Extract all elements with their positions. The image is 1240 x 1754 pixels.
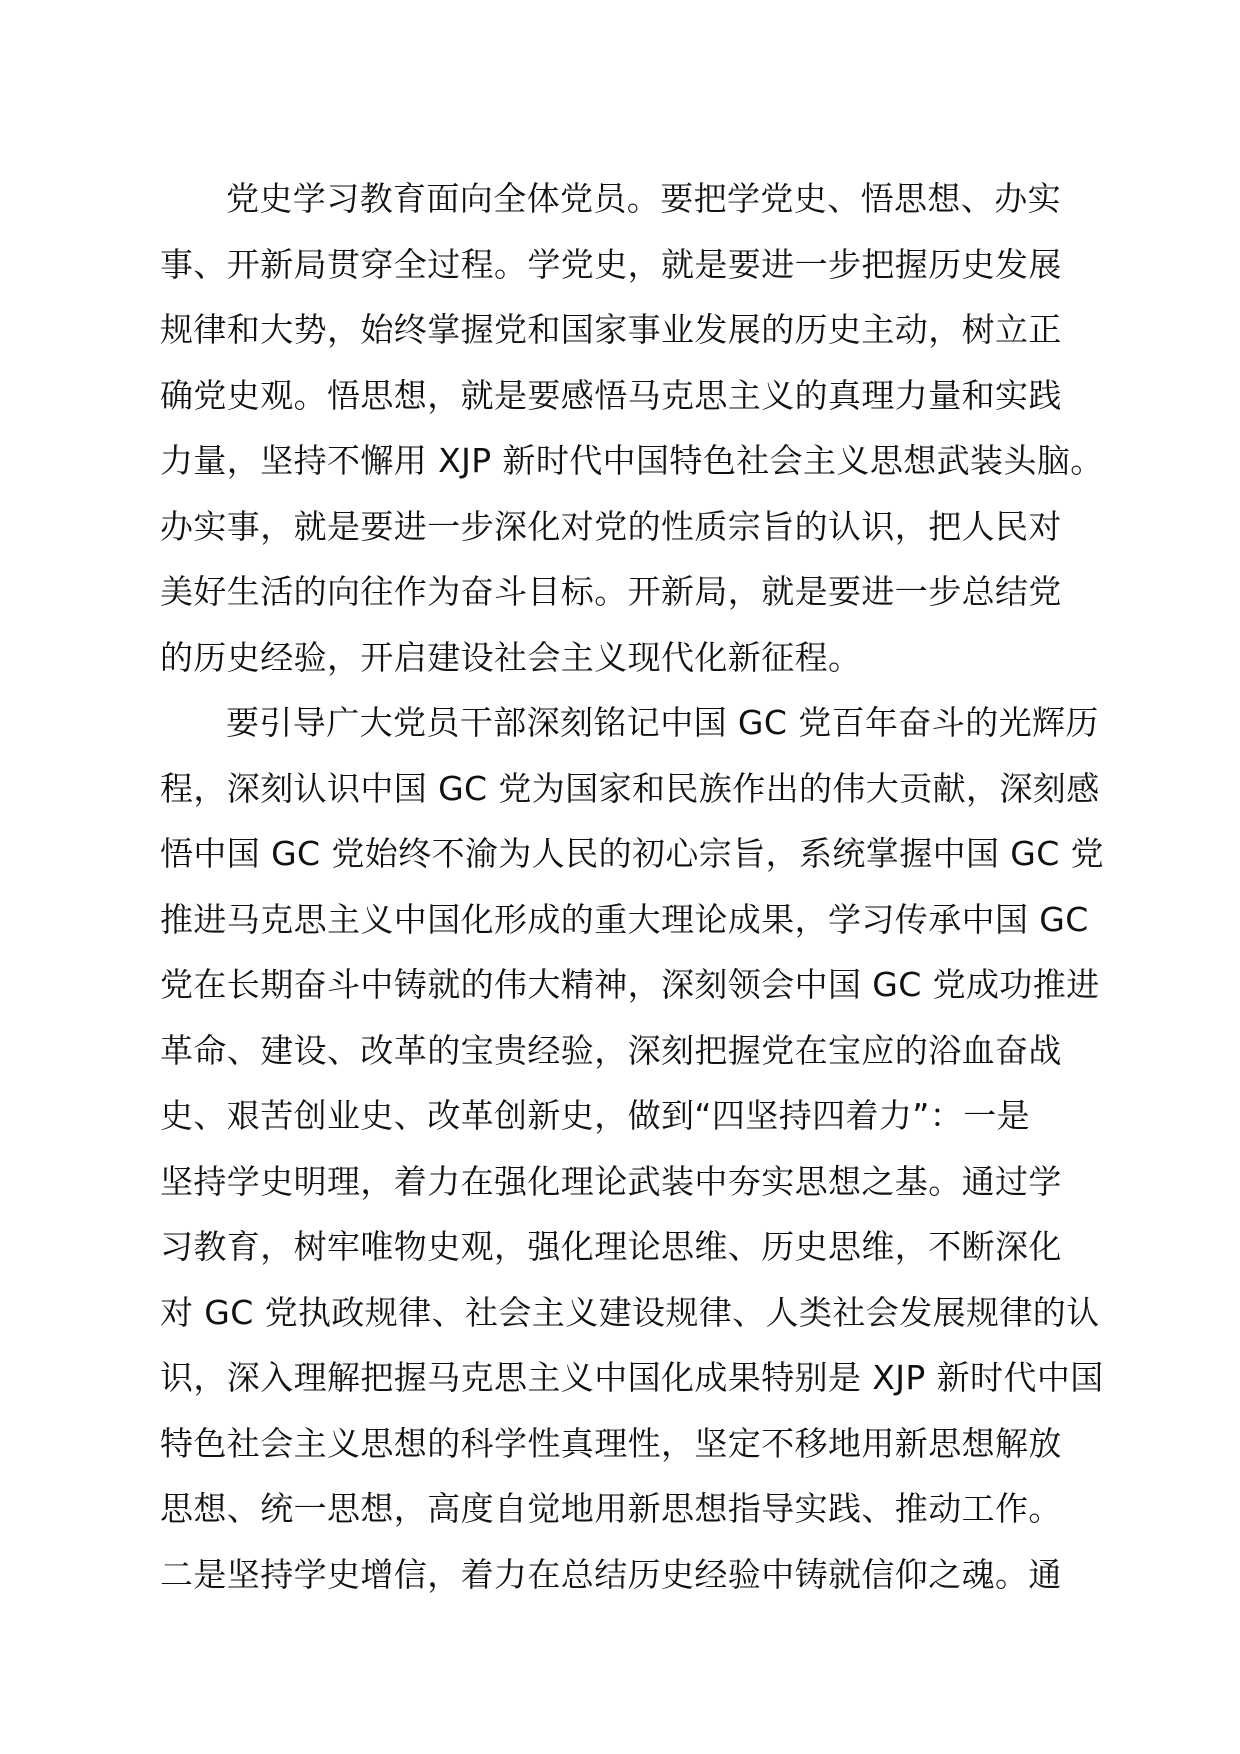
document-body (160, 166, 1104, 1607)
paragraph-2-line-2: 程，深刻认识中国 GC 党为国家和民族作出的伟大贡献，深刻感 (160, 768, 1100, 808)
paragraph-1-line-6: 办实事，就是要进一步深化对党的性质宗旨的认识，把人民对 (160, 506, 1062, 546)
paragraph-2-line-10: 对 GC 党执政规律、社会主义建设规律、人类社会发展规律的认 (160, 1292, 1100, 1332)
paragraph-2-line-11: 识，深入理解把握马克思主义中国化成果特别是 XJP 新时代中国 (160, 1358, 1104, 1397)
paragraph-1-line-5: 力量，坚持不懈用 XJP 新时代中国特色社会主义思想武装头脑。 (160, 441, 1104, 480)
paragraph-2-line-5: 党在长期奋斗中铸就的伟大精神，深刻领会中国 GC 党成功推进 (160, 965, 1100, 1004)
paragraph-2-line-12: 特色社会主义思想的科学性真理性，坚定不移地用新思想解放 (160, 1423, 1062, 1463)
paragraph-1-line-7: 美好生活的向往作为奋斗目标。开新局，就是要进一步总结党 (160, 572, 1062, 611)
paragraph-2-line-8: 坚持学史明理，着力在强化理论武装中夯实思想之基。通过学 (160, 1161, 1062, 1201)
paragraph-2-line-9: 习教育，树牢唯物史观，强化理论思维、历史思维，不断深化 (160, 1227, 1062, 1266)
paragraph-2-line-1: 要引导广大党员干部深刻铭记中国 GC 党百年奋斗的光辉历 (226, 703, 1099, 742)
paragraph-1-line-8: 的历史经验，开启建设社会主义现代化新征程。 (160, 637, 862, 677)
paragraph-1-line-4: 确党史观。悟思想，就是要感悟马克思主义的真理力量和实践 (160, 375, 1062, 415)
paragraph-1-line-1: 党史学习教育面向全体党员。要把学党史、悟思想、办实 (226, 179, 1061, 218)
paragraph-2-line-6: 革命、建设、改革的宝贵经验，深刻把握党在宝应的浴血奋战 (160, 1030, 1062, 1070)
paragraph-2-line-14: 二是坚持学史增信，着力在总结历史经验中铸就信仰之魂。通 (160, 1554, 1062, 1594)
paragraph-2-line-7: 史、艰苦创业史、改革创新史，做到“四坚持四着力”：一是 (160, 1096, 1030, 1135)
paragraph-1-line-3: 规律和大势，始终掌握党和国家事业发展的历史主动，树立正 (160, 310, 1062, 349)
paragraph-2-line-4: 推进马克思主义中国化形成的重大理论成果，学习传承中国 GC (160, 899, 1089, 939)
paragraph-2-line-13: 思想、统一思想，高度自觉地用新思想指导实践、推动工作。 (160, 1489, 1062, 1528)
paragraph-1-line-2: 事、开新局贯穿全过程。学党史，就是要进一步把握历史发展 (160, 244, 1062, 284)
paragraph-2-line-3: 悟中国 GC 党始终不渝为人民的初心宗旨，系统掌握中国 GC 党 (160, 834, 1104, 873)
